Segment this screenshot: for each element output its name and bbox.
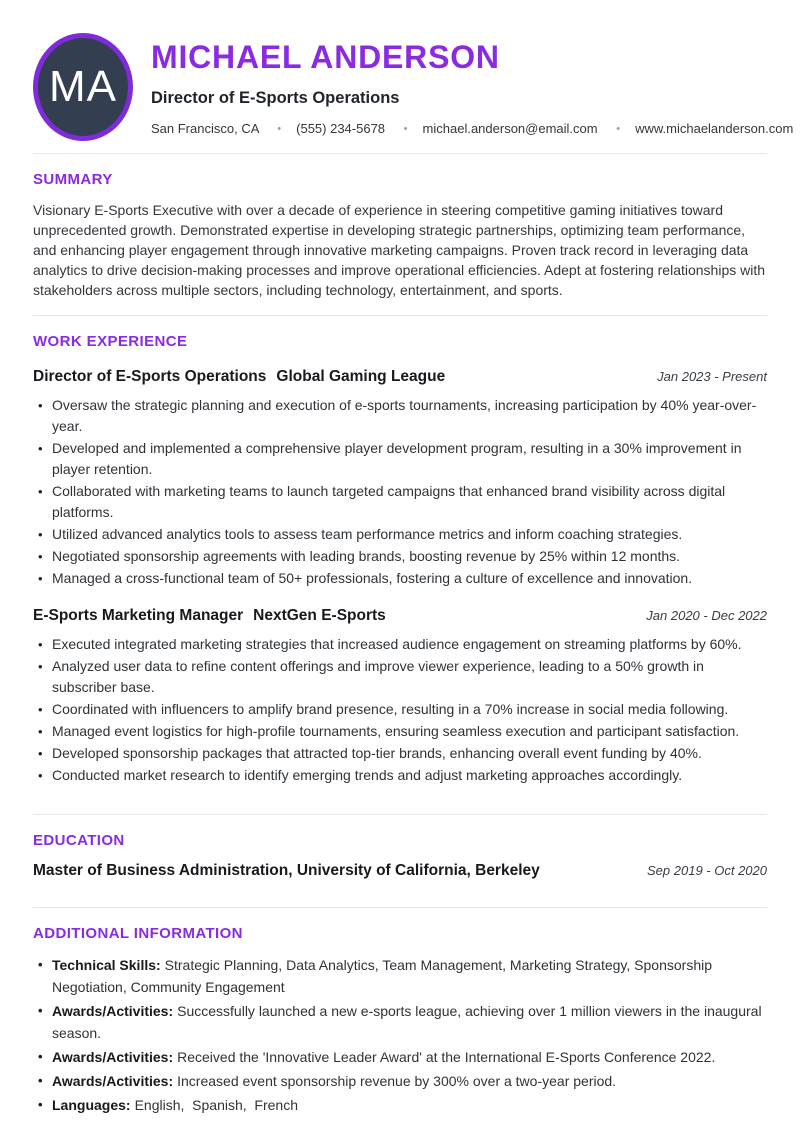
additional-info-item	[33, 1000, 767, 1044]
work-experience-heading: WORK EXPERIENCE	[33, 333, 188, 350]
additional-info-label: Awards/Activities:	[52, 1049, 174, 1065]
job-position: E-Sports Marketing Manager	[33, 607, 244, 624]
job-bullet: • Coordinated with influencers to amplify brand presence, resulting in a 70% increase in social media following.	[33, 699, 767, 720]
section-education	[33, 814, 767, 880]
additional-info-item	[33, 954, 767, 998]
additional-info-text: Increased event sponsorship revenue by 300% over a two-year period.	[177, 1073, 617, 1089]
job-title-line	[33, 607, 386, 625]
section-summary	[33, 153, 767, 300]
job-bullet: • Oversaw the strategic planning and execution of e-sports tournaments, increasing participation by 40% year-over-year.	[33, 395, 767, 437]
education-entry	[33, 862, 767, 880]
additional-info-label: Awards/Activities:	[52, 1073, 174, 1089]
additional-info-item	[33, 1046, 767, 1068]
job-bullet: • Executed integrated marketing strategies that increased audience engagement on streaming platforms by 60%.	[33, 634, 767, 655]
job-bullet: • Negotiated sponsorship agreements with leading brands, boosting revenue by 25% within 12 months.	[33, 546, 767, 567]
additional-info-label: Awards/Activities:	[52, 1003, 174, 1019]
job-title-line	[33, 368, 445, 386]
job-bullet: • Conducted market research to identify emerging trends and adjust marketing approaches accordingly.	[33, 765, 767, 786]
additional-info-label: Languages:	[52, 1097, 131, 1113]
additional-info-text: English, Spanish, French	[134, 1097, 298, 1113]
education-degree: Master of Business Administration, University of California, Berkeley	[33, 862, 540, 879]
additional-info-label: Technical Skills:	[52, 957, 161, 973]
job-bullet: • Managed event logistics for high-profile tournaments, ensuring seamless execution and participant satisfaction.	[33, 721, 767, 742]
contact-item: • (555) 234-5678	[262, 121, 385, 136]
education-dates: Sep 2019 - Oct 2020	[647, 863, 767, 878]
job-bullet-list	[33, 634, 767, 786]
candidate-name: MICHAEL ANDERSON	[151, 39, 500, 75]
job-bullet-list	[33, 395, 767, 589]
job-bullet: • Developed sponsorship packages that attracted top-tier brands, enhancing overall event funding by 40%.	[33, 743, 767, 764]
job-dates: Jan 2020 - Dec 2022	[646, 608, 767, 623]
job-header	[33, 368, 767, 386]
job-header	[33, 607, 767, 625]
additional-info-text: Successfully launched a new e-sports league, achieving over 1 million viewers in the inaugural season.	[52, 1003, 766, 1041]
contact-row	[151, 121, 793, 136]
avatar-initials: MA	[49, 62, 117, 111]
contact-item: • www.michaelanderson.com	[601, 121, 793, 136]
job-bullet: • Utilized advanced analytics tools to assess team performance metrics and inform coaching strategies.	[33, 524, 767, 545]
additional-info-text: Strategic Planning, Data Analytics, Team Management, Marketing Strategy, Sponsorship Negotiation, Community Engagement	[52, 957, 716, 995]
job-entry	[33, 607, 767, 786]
header-text	[151, 33, 793, 136]
summary-text: Visionary E-Sports Executive with over a decade of experience in steering competitive gaming initiatives toward unprecedented growth. Demonstrated expertise in developing strategic partnerships, optimizing team performance, and enhancing player engagement through innovative marketing campaigns. Proven track record in leveraging data analytics to drive decision-making processes and improve operational efficiencies. Adept at fostering relationships with stakeholders across multiple sectors, including technology, entertainment, and sports.	[33, 202, 766, 298]
job-bullet: • Analyzed user data to refine content offerings and improve viewer experience, leading to a 50% growth in subscriber base.	[33, 656, 767, 698]
additional-info-item	[33, 1070, 767, 1092]
section-work-experience	[33, 315, 767, 786]
contact-item: • michael.anderson@email.com	[389, 121, 598, 136]
job-company: NextGen E-Sports	[253, 607, 386, 624]
additional-info-list	[33, 954, 767, 1116]
job-bullet: • Collaborated with marketing teams to launch targeted campaigns that enhanced brand visibility across digital platforms.	[33, 481, 767, 523]
job-entry	[33, 368, 767, 589]
job-company: Global Gaming League	[276, 368, 446, 385]
resume-header	[33, 0, 794, 153]
job-dates: Jan 2023 - Present	[657, 369, 767, 384]
job-bullet: • Managed a cross-functional team of 50+ professionals, fostering a culture of excellence and innovation.	[33, 568, 767, 589]
contact-item: San Francisco, CA	[151, 121, 259, 137]
job-position: Director of E-Sports Operations	[33, 368, 267, 385]
additional-information-heading: ADDITIONAL INFORMATION	[33, 925, 243, 942]
section-additional-information	[33, 907, 767, 1116]
candidate-job-title: Director of E-Sports Operations	[151, 89, 400, 108]
additional-info-item	[33, 1094, 767, 1116]
job-bullet: • Developed and implemented a comprehensive player development program, resulting in a 30% improvement in player retention.	[33, 438, 767, 480]
additional-info-text: Received the 'Innovative Leader Award' at the International E-Sports Conference 2022.	[177, 1049, 716, 1065]
avatar	[33, 33, 133, 141]
summary-heading: SUMMARY	[33, 171, 113, 188]
education-heading: EDUCATION	[33, 832, 125, 849]
